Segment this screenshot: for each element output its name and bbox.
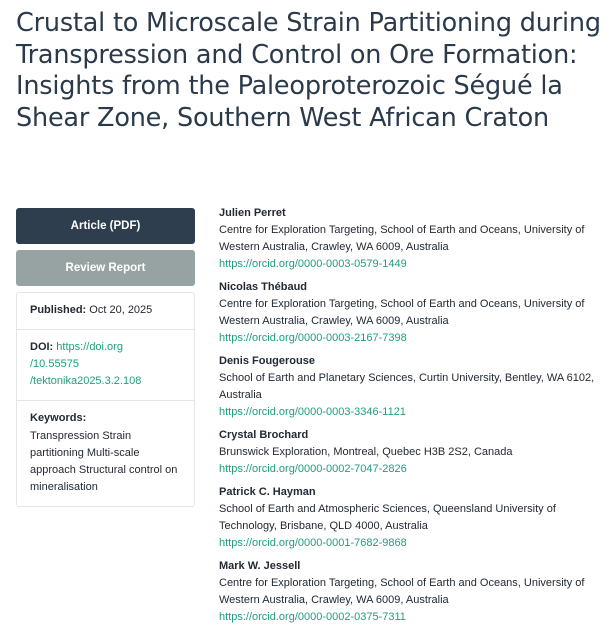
keywords-section <box>17 401 194 506</box>
author-affiliation: Centre for Exploration Targeting, School of Earth and Oceans, University of Western Australia, Crawley, WA 6009, Australia <box>219 224 585 253</box>
author-affiliation: Centre for Exploration Targeting, School of Earth and Oceans, University of Western Australia, Crawley, WA 6009, Australia <box>219 577 585 606</box>
author-entry <box>219 558 605 626</box>
keywords-label: Keywords: <box>30 412 87 424</box>
doi-link-part1: https://doi.org <box>56 341 123 353</box>
author-orcid-link[interactable]: https://orcid.org/0000-0003-2167-7398 <box>219 332 407 344</box>
review-report-button[interactable]: Review Report <box>16 250 195 286</box>
author-entry <box>219 484 605 552</box>
article-sidebar <box>16 208 195 507</box>
author-orcid-link[interactable]: https://orcid.org/0000-0003-3346-1121 <box>219 406 406 418</box>
author-name: Nicolas Thébaud <box>219 281 308 293</box>
author-entry <box>219 427 605 478</box>
author-affiliation: School of Earth and Planetary Sciences, Curtin University, Bentley, WA 6102, Australia <box>219 372 595 401</box>
author-entry <box>219 205 605 273</box>
article-pdf-button[interactable]: Article (PDF) <box>16 208 195 244</box>
author-affiliation: Centre for Exploration Targeting, School of Earth and Oceans, University of Western Australia, Crawley, WA 6009, Australia <box>219 298 585 327</box>
author-entry <box>219 353 605 421</box>
author-affiliation: Brunswick Exploration, Montreal, Quebec H3B 2S2, Canada <box>219 446 513 458</box>
author-entry <box>219 279 605 347</box>
published-section <box>17 293 194 330</box>
author-name: Mark W. Jessell <box>219 560 301 572</box>
published-date: Oct 20, 2025 <box>89 304 153 316</box>
author-name: Denis Fougerouse <box>219 355 315 367</box>
author-orcid-link[interactable]: https://orcid.org/0000-0003-0579-1449 <box>219 258 407 270</box>
published-label: Published: <box>30 304 87 316</box>
doi-link-part3: /tektonika2025.3.2.108 <box>30 375 142 387</box>
doi-link-part2: /10.55575 <box>30 358 79 370</box>
article-meta-box <box>16 292 195 507</box>
author-name: Crystal Brochard <box>219 429 309 441</box>
author-affiliation: School of Earth and Atmospheric Sciences, Queensland University of Technology, Brisbane, QLD 4000, Australia <box>219 503 556 532</box>
author-name: Patrick C. Hayman <box>219 486 316 498</box>
keywords-list: Transpression Strain partitioning Multi-scale approach Structural control on mineralisation <box>30 430 178 493</box>
doi-section <box>17 330 194 401</box>
author-name: Julien Perret <box>219 207 286 219</box>
author-orcid-link[interactable]: https://orcid.org/0000-0001-7682-9868 <box>219 537 407 549</box>
article-title: Crustal to Microscale Strain Partitioning during Transpression and Control on Ore Formation: Insights from the Paleoproterozoic Ségué la Shear Zone, Southern West African Craton <box>16 8 601 133</box>
author-orcid-link[interactable]: https://orcid.org/0000-0002-0375-7311 <box>219 611 406 623</box>
authors-list <box>219 205 605 632</box>
author-orcid-link[interactable]: https://orcid.org/0000-0002-7047-2826 <box>219 463 407 475</box>
doi-label: DOI: <box>30 341 54 353</box>
